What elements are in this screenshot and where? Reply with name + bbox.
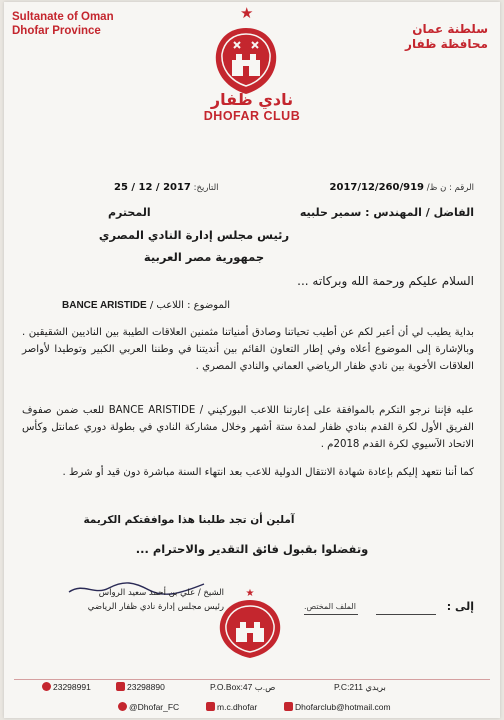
club-seal-icon	[210, 586, 290, 660]
cc-underline	[304, 614, 358, 615]
header-ar	[405, 22, 488, 52]
star-icon: ★	[240, 4, 254, 22]
club-logo-icon	[210, 24, 282, 98]
reference-value: 2017/12/260/919	[329, 182, 424, 193]
footer-fax	[116, 682, 165, 692]
footer-twitter	[118, 702, 179, 712]
cc-to-underline	[376, 614, 436, 615]
header-en-line2: Dhofar Province	[12, 25, 101, 37]
footer-phone	[42, 682, 91, 692]
signature-name: الشيخ / علي بن أحمد سعيد الرواس	[98, 588, 224, 598]
footer-pc: P.C:211 بريدي	[334, 682, 386, 692]
reference-label: الرقم : ن ظ/	[426, 183, 474, 193]
date-label: التاريخ:	[193, 183, 219, 193]
paragraph-2: عليه فإننا نرجو التكرم بالموافقة على إعارتنا اللاعب البوركيني / BANCE ARISTIDE للعب ضمن صفوف الفريق الأول لكرة القدم بنادي ظفار لمدة ستة أشهر وخلال مشاركة النادي في بطولة دوري عمانتل وكأس الاتحاد الآسيوي لكرة القدم 2018م .	[22, 405, 474, 450]
letter-page	[4, 2, 500, 718]
web-icon	[206, 702, 215, 711]
signature-title: رئيس مجلس إدارة نادي ظفار الرياضي	[87, 602, 224, 612]
greeting: السلام عليكم ورحمة الله وبركاته ...	[297, 274, 474, 288]
header-ar-line2: محافظة ظفار	[405, 37, 488, 51]
footer-email	[284, 702, 391, 712]
fax-icon	[116, 682, 125, 691]
footer-fax-value: 23298890	[127, 682, 165, 692]
reference-number	[330, 182, 474, 193]
closing-request: آملين أن تجد طلبنا هذا موافقتكم الكريمة	[83, 514, 295, 526]
header-ar-line1: سلطنة عمان	[412, 22, 488, 36]
footer-pobox: P.O.Box:47 ص.ب	[210, 682, 276, 692]
email-icon	[284, 702, 293, 711]
closing-regards: وتفضلوا بقبول فائق التقدير والاحترام ...	[135, 542, 369, 556]
footer-twitter-value: @Dhofar_FC	[129, 702, 180, 712]
cc-to: إلى :	[446, 600, 474, 613]
cc-desk: الملف المختص.	[304, 602, 356, 611]
letter-date	[114, 182, 219, 193]
club-name-en: DHOFAR CLUB	[203, 109, 301, 123]
subject-label: الموضوع : اللاعب /	[149, 300, 231, 311]
footer-web	[206, 702, 257, 712]
paragraph-1: بداية يطيب لي أن أعبر لكم عن أطيب تحياتنا وصادق أمنياتنا مثمنين العلاقات الطيبة بين الناديين الشقيقين . وبالإشارة إلى الموضوع أعلاه وفي إطار التعاون القائم بين أنديتنا في وطننا العربي الكبير وتوطيدا لأواصر العلاقات الأخوية بين نادي ظفار الرياضي العماني والنادي المصري .	[22, 327, 474, 372]
header-en-line1: Sultanate of Oman	[12, 11, 114, 23]
header-en	[12, 10, 114, 38]
addressee-line2: رئيس مجلس إدارة النادي المصري	[98, 228, 290, 242]
footer-web-value: m.c.dhofar	[217, 702, 258, 712]
footer-email-value: Dhofarclub@hotmail.com	[295, 702, 391, 712]
footer-divider	[14, 679, 490, 680]
subject-name: BANCE ARISTIDE	[62, 300, 147, 311]
addressee-line3: جمهورية مصر العربية	[143, 250, 265, 264]
signature-block	[54, 586, 224, 614]
addressee-title: المحترم	[108, 206, 151, 219]
paragraph-3: كما أننا نتعهد إليكم بإعادة شهادة الانتقال الدولية للاعب بعد انتهاء السنة مباشرة دون قيد أو شرط .	[62, 467, 474, 478]
club-name-ar: نادي ظفار	[210, 90, 294, 109]
footer-phone-value: 23298991	[53, 682, 91, 692]
addressee-line1: الفاضل / المهندس : سمير حلبيه	[299, 206, 474, 219]
phone-icon	[42, 682, 51, 691]
subject-line	[62, 300, 230, 311]
date-value: 25 / 12 / 2017	[114, 182, 191, 193]
svg-text:★: ★	[245, 588, 255, 599]
twitter-icon	[118, 702, 127, 711]
